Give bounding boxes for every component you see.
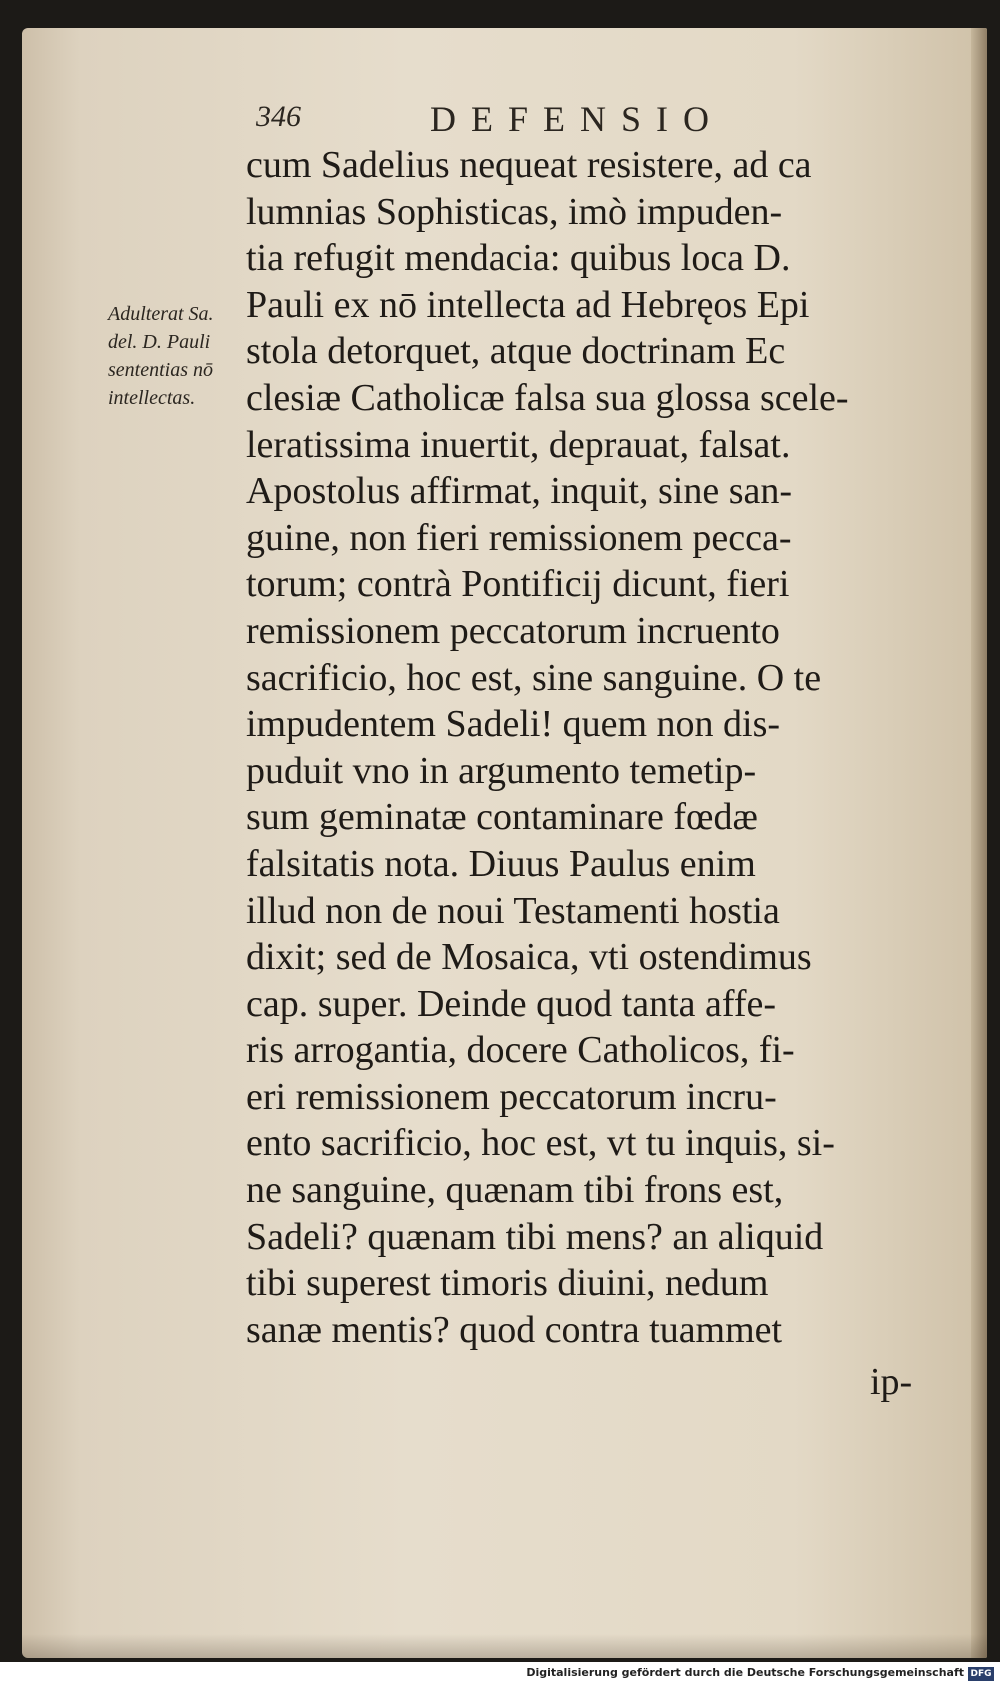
marginal-note-line: sententias nō [108, 359, 213, 381]
footer-bar [0, 1662, 1000, 1689]
page-number: 346 [256, 100, 301, 133]
text-line: cum Sadelius nequeat resistere, ad ca [246, 144, 812, 186]
text-line: eri remissionem peccatorum incru- [246, 1075, 777, 1118]
footer-credit: Digitalisierung gefördert durch die Deutsche Forschungsgemeinschaft [526, 1666, 964, 1679]
text-line: impudentem Sadeli! quem non dis- [246, 703, 781, 746]
text-line: remissionem peccatorum incruento [246, 609, 780, 652]
text-line: sum geminatæ contaminare fœdæ [246, 796, 758, 839]
running-head: DEFENSIO [430, 99, 725, 139]
text-line: puduit vno in argumento temetip- [246, 749, 757, 792]
text-line: ento sacrificio, hoc est, vt tu inquis, si- [246, 1122, 835, 1165]
text-line: guine, non fieri remissionem pecca- [246, 516, 792, 559]
text-line: illud non de noui Testamenti hostia [246, 889, 780, 932]
marginal-note-line: Adulterat Sa. [108, 303, 214, 325]
text-line: clesiæ Catholicæ falsa sua glossa scele- [246, 376, 849, 419]
page-edge [971, 28, 987, 1658]
text-line: ne sanguine, quænam tibi frons est, [246, 1169, 784, 1212]
text-line: tibi superest timoris diuini, nedum [246, 1262, 769, 1305]
body-text [246, 142, 946, 1353]
marginal-note-line: intellectas. [108, 387, 196, 409]
text-line: sanæ mentis? quod contra tuammet [246, 1308, 783, 1351]
page-shadow [22, 1634, 987, 1658]
text-line: leratissima inuertit, deprauat, falsat. [246, 423, 791, 466]
text-line: dixit; sed de Mosaica, vti ostendimus [246, 936, 812, 979]
text-line: falsitatis nota. Diuus Paulus enim [246, 842, 756, 885]
text-line: Apostolus affirmat, inquit, sine san- [246, 470, 793, 513]
text-line: tia refugit mendacia: quibus loca D. [246, 237, 791, 280]
text-line: Sadeli? quænam tibi mens? an aliquid [246, 1215, 824, 1258]
marginal-note-line: del. D. Pauli [108, 331, 211, 353]
text-line: ris arrogantia, docere Catholicos, fi- [246, 1029, 795, 1072]
text-line: stola detorquet, atque doctrinam Ec [246, 330, 786, 373]
text-line: sacrificio, hoc est, sine sanguine. O te [246, 656, 822, 699]
text-line: cap. super. Deinde quod tanta affe- [246, 982, 777, 1025]
catchword: ip- [870, 1361, 913, 1403]
marginal-note [108, 300, 258, 412]
text-line: lumnias Sophisticas, imò impuden- [246, 190, 783, 233]
text-line: torum; contrà Pontificij dicunt, fieri [246, 563, 790, 606]
dfg-logo: DFG [968, 1667, 994, 1681]
text-line: Pauli ex nō intellecta ad Hebręos Epi [246, 283, 810, 326]
